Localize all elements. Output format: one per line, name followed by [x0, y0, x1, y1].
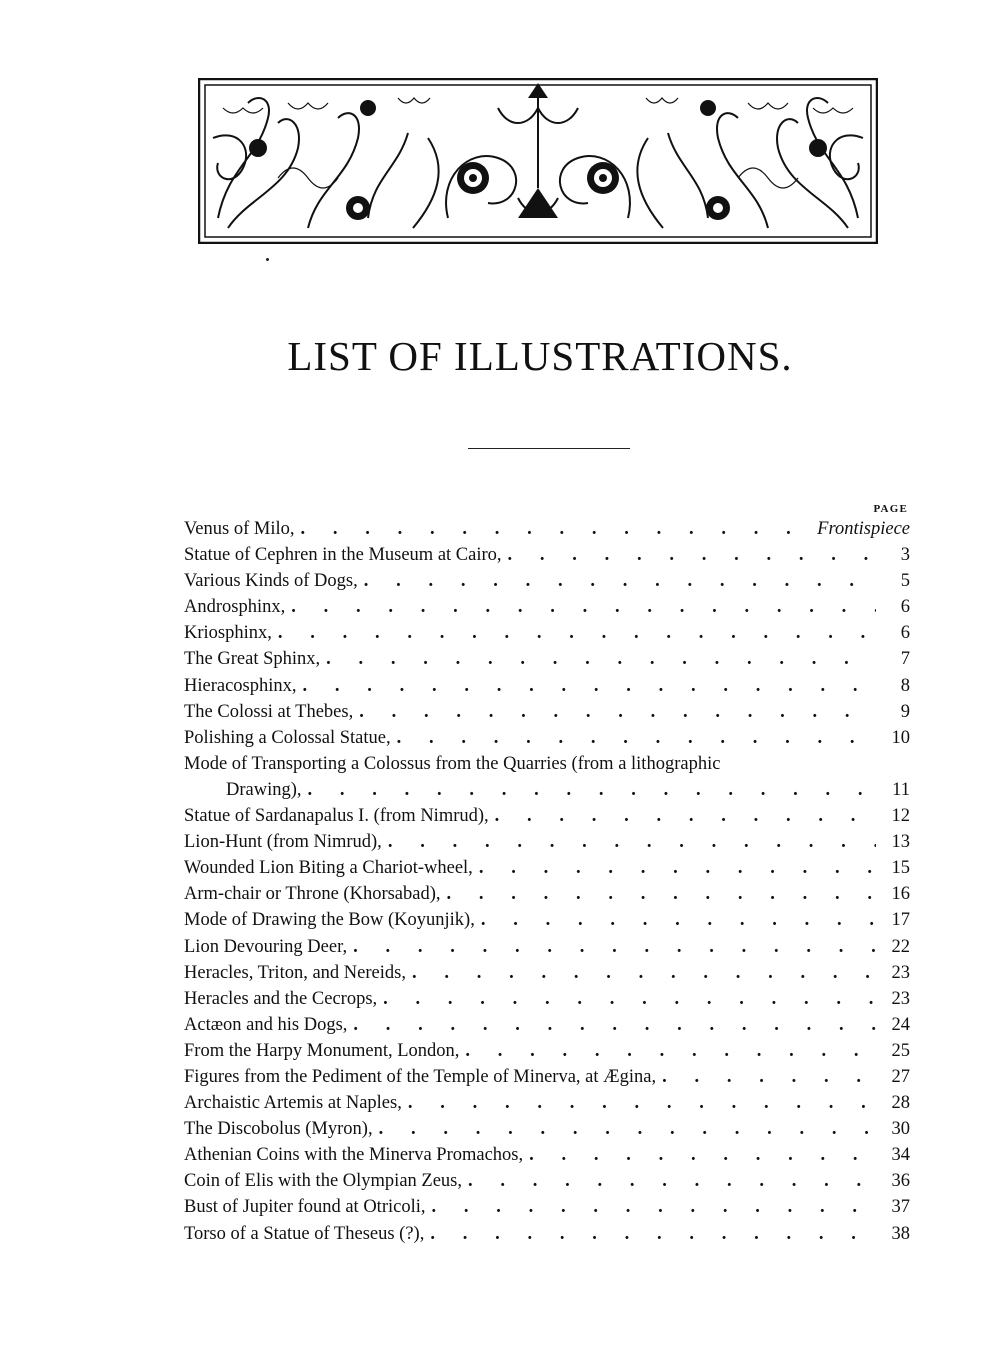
entry-page: 23 [891, 962, 910, 983]
list-item [184, 907, 910, 933]
entry-title: Bust of Jupiter found at Otricoli, [184, 1197, 426, 1218]
list-item [184, 1168, 910, 1194]
list-item [184, 673, 910, 699]
list-item [184, 1116, 910, 1142]
entry-title: Athenian Coins with the Minerva Promachos, [184, 1145, 524, 1166]
entry-title: Lion Devouring Deer, [184, 936, 348, 957]
entry-page: 7 [900, 649, 910, 670]
entry-page: 38 [891, 1223, 910, 1244]
list-item [184, 516, 910, 542]
dot-leader [388, 829, 876, 855]
dot-leader [495, 803, 876, 829]
dot-leader [379, 1116, 876, 1142]
list-item [184, 803, 910, 829]
entry-page: 6 [900, 597, 910, 618]
dot-leader [508, 542, 876, 568]
dot-leader [412, 960, 876, 986]
dot-leader [326, 646, 876, 672]
entry-page: 36 [891, 1171, 910, 1192]
dot-leader [303, 673, 876, 699]
entry-title: Venus of Milo, [184, 519, 295, 539]
entry-title: Arm-chair or Throne (Khorsabad), [184, 884, 441, 905]
dot-leader [364, 568, 876, 594]
list-item [184, 646, 910, 672]
entry-page: 5 [900, 571, 910, 592]
entry-page: 3 [900, 545, 910, 566]
list-item [184, 829, 910, 855]
entry-title: From the Harpy Monument, London, [184, 1040, 460, 1061]
entry-page: 22 [891, 936, 910, 957]
entry-title: Statue of Sardanapalus I. (from Nimrud), [184, 806, 489, 827]
entry-title: Heracles, Triton, and Nereids, [184, 962, 406, 983]
dot-leader [397, 725, 876, 751]
stray-mark [266, 258, 269, 261]
entry-page: 15 [891, 858, 910, 879]
dot-leader [468, 1168, 876, 1194]
entry-page: 8 [900, 675, 910, 696]
list-item [184, 568, 910, 594]
entry-title: Archaistic Artemis at Naples, [184, 1093, 402, 1114]
entry-title: Kriosphinx, [184, 623, 272, 644]
dot-leader [430, 1221, 876, 1247]
list-item [184, 960, 910, 986]
list-item [184, 699, 910, 725]
page-column-label: PAGE [873, 503, 908, 515]
entry-page: 24 [891, 1014, 910, 1035]
entry-page: 30 [891, 1119, 910, 1140]
list-item [184, 1038, 910, 1064]
entry-title: Wounded Lion Biting a Chariot-wheel, [184, 858, 473, 879]
illustrations-list [184, 516, 910, 1247]
entry-page: 37 [891, 1197, 910, 1218]
list-item [184, 620, 910, 646]
entry-page: Frontispiece [817, 519, 910, 539]
entry-page: 25 [891, 1040, 910, 1061]
list-item [184, 881, 910, 907]
entry-page: 17 [891, 910, 910, 931]
entry-page: 12 [891, 806, 910, 827]
dot-leader [479, 855, 876, 881]
entry-title: Torso of a Statue of Theseus (?), [184, 1223, 425, 1244]
list-item [184, 855, 910, 881]
entry-title: Hieracosphinx, [184, 675, 297, 696]
entry-title: Mode of Drawing the Bow (Koyunjik), [184, 910, 475, 931]
list-item [184, 751, 910, 803]
entry-title: Androsphinx, [184, 597, 286, 618]
dot-leader [465, 1038, 876, 1064]
dot-leader [278, 620, 876, 646]
entry-title: The Discobolus (Myron), [184, 1119, 373, 1140]
entry-title: Actæon and his Dogs, [184, 1014, 348, 1035]
entry-page: 34 [891, 1145, 910, 1166]
list-item [184, 542, 910, 568]
dot-leader [447, 881, 876, 907]
entry-page: 6 [900, 623, 910, 644]
entry-page: 28 [891, 1093, 910, 1114]
list-item [184, 986, 910, 1012]
list-item [184, 1090, 910, 1116]
list-item [184, 725, 910, 751]
dot-leader [662, 1064, 876, 1090]
entry-page: 9 [900, 701, 910, 722]
dot-leader [408, 1090, 876, 1116]
dot-leader [432, 1194, 877, 1220]
dot-leader [301, 516, 808, 542]
ornamental-headpiece [198, 78, 878, 244]
entry-title: The Colossi at Thebes, [184, 701, 354, 722]
dot-leader [308, 777, 876, 803]
entry-page: 16 [891, 884, 910, 905]
dot-leader [383, 986, 876, 1012]
entry-title: Various Kinds of Dogs, [184, 571, 358, 592]
list-item [184, 1221, 910, 1247]
entry-title: Statue of Cephren in the Museum at Cairo, [184, 545, 502, 566]
dot-leader [353, 1012, 876, 1038]
list-item [184, 1064, 910, 1090]
entry-title: Coin of Elis with the Olympian Zeus, [184, 1171, 462, 1192]
list-item [184, 934, 910, 960]
list-item [184, 1142, 910, 1168]
list-item [184, 1012, 910, 1038]
dot-leader [481, 907, 876, 933]
title-rule [468, 448, 630, 449]
dot-leader [359, 699, 876, 725]
dot-leader [353, 934, 876, 960]
entry-title-continuation: Drawing), [226, 779, 302, 800]
entry-title: Lion-Hunt (from Nimrud), [184, 832, 382, 853]
entry-page: 10 [891, 727, 910, 748]
entry-title: Heracles and the Cecrops, [184, 988, 378, 1009]
dot-leader [291, 594, 876, 620]
entry-page: 11 [892, 779, 910, 800]
entry-title: Figures from the Pediment of the Temple of Minerva, at Ægina, [184, 1066, 657, 1087]
entry-page: 13 [891, 832, 910, 853]
entry-page: 27 [891, 1066, 910, 1087]
entry-page: 23 [891, 988, 910, 1009]
entry-title: Mode of Transporting a Colossus from the Quarries (from a lithographic [184, 753, 721, 774]
entry-title: The Great Sphinx, [184, 649, 321, 670]
dot-leader [529, 1142, 876, 1168]
list-item [184, 594, 910, 620]
list-item [184, 1194, 910, 1220]
page-title: LIST OF ILLUSTRATIONS. [287, 333, 793, 379]
entry-title: Polishing a Colossal Statue, [184, 727, 391, 748]
